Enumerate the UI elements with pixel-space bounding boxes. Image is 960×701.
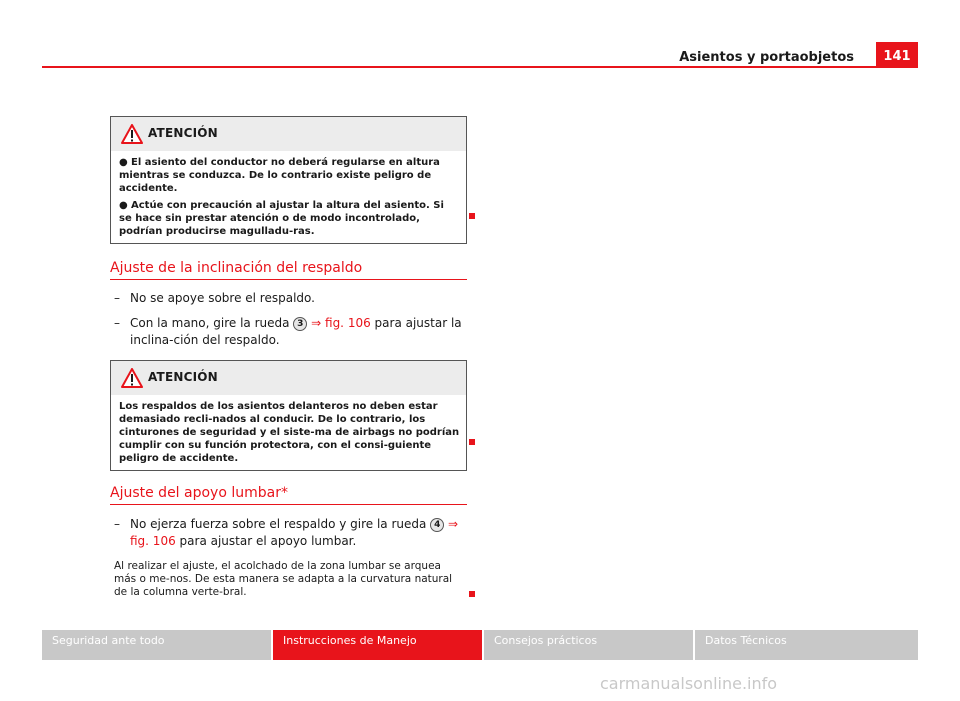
step-dash: – xyxy=(114,517,120,531)
step-item xyxy=(114,315,469,349)
footer-tab-seguridad[interactable]: Seguridad ante todo xyxy=(42,630,271,660)
warning-body xyxy=(111,151,466,243)
figure-reference-link[interactable]: ⇒ fig. 106 xyxy=(311,316,371,330)
warning-triangle-icon xyxy=(121,124,143,144)
figure-reference-link[interactable]: ⇒ fig. 106 xyxy=(130,517,459,548)
warning-body xyxy=(111,395,466,470)
end-of-section-marker xyxy=(469,591,475,597)
footer-tab-consejos[interactable]: Consejos prácticos xyxy=(484,630,693,660)
bullet-dot: ● xyxy=(119,157,128,168)
warning-title: ATENCIÓN xyxy=(148,126,218,140)
warning-bullet-text: Actúe con precaución al ajustar la altura del asiento. Si se hace sin prestar atención o de modo incontrolado, podrían producirse magulladu-ras. xyxy=(119,200,444,237)
warning-text: Los respaldos de los asientos delanteros no deben estar demasiado recli-nados al conducir. De lo contrario, los cinturones de seguridad y el siste-ma de airbags no podrían cumplir con su función protectora, con el consi-guiente peligro de accidente. xyxy=(119,401,460,464)
control-number-badge: 3 xyxy=(293,317,307,331)
running-header-title: Asientos y portaobjetos xyxy=(679,50,854,65)
footer-tab-instrucciones[interactable]: Instrucciones de Manejo xyxy=(273,630,482,660)
warning-box-seat-height xyxy=(110,116,467,244)
bullet-dot: ● xyxy=(119,200,128,211)
header-rule xyxy=(42,66,918,68)
step-text xyxy=(114,516,469,550)
warning-bullet xyxy=(119,156,460,195)
step-text-part: para ajustar la inclina-ción del respaldo. xyxy=(130,316,462,347)
step-text-part: No ejerza fuerza sobre el respaldo y gire la rueda xyxy=(130,517,427,531)
step-text xyxy=(114,315,469,349)
page-number: 141 xyxy=(876,42,918,68)
section-title-backrest: Ajuste de la inclinación del respaldo xyxy=(110,260,467,280)
step-text-part: para ajustar el apoyo lumbar. xyxy=(179,534,357,548)
warning-triangle-icon xyxy=(121,368,143,388)
body-paragraph: Al realizar el ajuste, el acolchado de la zona lumbar se arquea más o me-nos. De esta manera se adapta a la curvatura natural de la columna verte-bral. xyxy=(114,560,453,598)
warning-bullet-text: El asiento del conductor no deberá regularse en altura mientras se conduzca. De lo contrario existe peligro de accidente. xyxy=(119,157,440,194)
warning-title: ATENCIÓN xyxy=(148,370,218,384)
step-text-part: Con la mano, gire la rueda xyxy=(130,316,290,330)
step-text: No se apoye sobre el respaldo. xyxy=(130,291,315,305)
end-of-section-marker xyxy=(469,439,475,445)
step-dash: – xyxy=(114,291,120,305)
warning-header xyxy=(111,117,466,151)
section-title-lumbar: Ajuste del apoyo lumbar* xyxy=(110,485,467,505)
footer-tab-datos[interactable]: Datos Técnicos xyxy=(695,630,918,660)
warning-box-backrest xyxy=(110,360,467,471)
watermark: carmanualsonline.info xyxy=(600,674,778,693)
step-item xyxy=(114,516,469,550)
control-number-badge: 4 xyxy=(430,518,444,532)
end-of-section-marker xyxy=(469,213,475,219)
warning-header xyxy=(111,361,466,395)
step-item xyxy=(114,290,469,307)
warning-bullet xyxy=(119,199,460,238)
footer-nav xyxy=(42,630,918,660)
step-dash: – xyxy=(114,316,120,330)
